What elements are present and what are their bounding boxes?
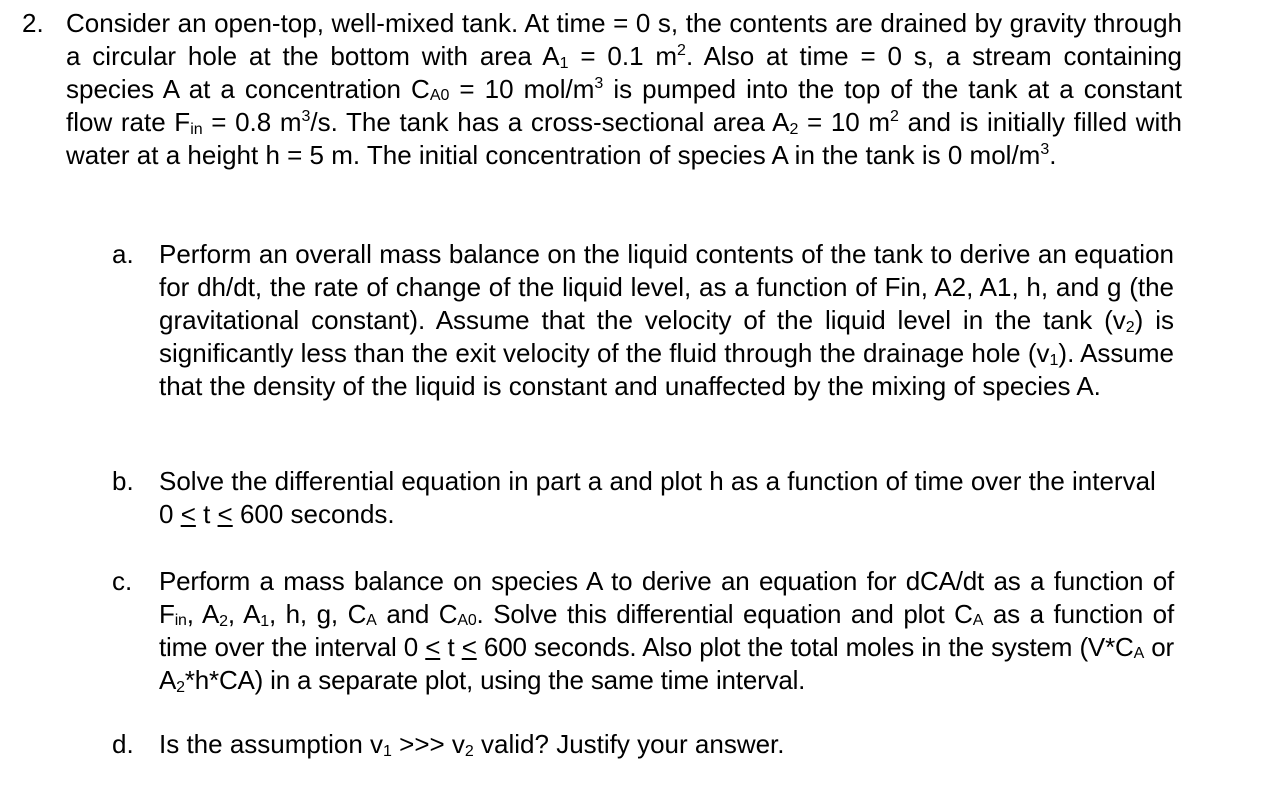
problem-text-8: = 10 m — [798, 107, 891, 137]
part-b-label: b. — [112, 466, 134, 496]
part-d-text — [159, 728, 1174, 761]
subscript-fin: in — [174, 612, 187, 629]
part-d — [112, 728, 1174, 761]
subscript-v1: 1 — [1049, 352, 1059, 369]
subscript-a2-2: 2 — [176, 679, 185, 696]
problem-statement — [66, 7, 1182, 172]
problem-2 — [22, 7, 1182, 172]
subscript-fin: in — [190, 121, 203, 138]
subscript-ca-2: A — [972, 612, 984, 629]
part-c-text-6: . Solve this differential equation and plot C — [476, 599, 973, 629]
part-b-text-3: 600 seconds. — [232, 499, 395, 529]
problem-text-1: Consider an open-top, well-mixed tank. At time = 0 s, the contents are drained by gravity through a circular hole at the bottom with area A — [66, 8, 1182, 71]
part-a-text-2: ) is significantly less than the exit velocity of the fluid through the drainage hole (v — [159, 305, 1174, 368]
subscript-v2: 2 — [464, 743, 474, 760]
part-d-text-2: >>> v — [391, 729, 465, 759]
problem-text-4: = 10 mol/m — [449, 74, 595, 104]
part-c — [112, 565, 1174, 697]
subscript-ca0: A0 — [429, 87, 450, 104]
problem-text-9: and is initially filled with water at a height h = 5 m. The initial concentration of species A in the tank is 0 mol/m — [66, 107, 1182, 170]
subscript-a2: 2 — [789, 121, 799, 138]
problem-text-6: = 0.8 m — [202, 107, 302, 137]
problem-text-2: = 0.1 m — [568, 41, 678, 71]
part-c-label: c. — [112, 566, 133, 596]
problem-text-7: /s. The tank has a cross-sectional area A — [310, 107, 790, 137]
part-b — [112, 465, 1174, 531]
part-a-label: a. — [112, 239, 134, 269]
le-symbol-2: < — [217, 499, 233, 529]
part-c-text-8: t — [440, 632, 462, 662]
part-d-text-3: valid? Justify your answer. — [473, 729, 785, 759]
superscript-m2: 2 — [677, 42, 686, 59]
part-b-text — [159, 465, 1174, 531]
part-a — [112, 238, 1174, 403]
part-c-text-2: , A — [186, 599, 220, 629]
part-a-text — [159, 238, 1174, 403]
le-symbol-1: < — [425, 632, 441, 662]
superscript-m2-area: 2 — [890, 108, 899, 125]
superscript-m3-flow: 3 — [301, 108, 311, 125]
subscript-ca0: A0 — [457, 612, 477, 629]
part-a-text-1: Perform an overall mass balance on the liquid contents of the tank to derive an equation for dh/dt, the rate of change of the liquid level, as a function of Fin, A2, A1, h, and g (the gravitational constant). Assume that the velocity of the liquid level in the tank (v — [159, 239, 1174, 335]
superscript-m3-conc: 3 — [1040, 141, 1050, 158]
subscript-a1: 1 — [260, 613, 269, 630]
part-c-text-7: as a function of time over the interval 0 — [159, 599, 1174, 662]
part-c-text-1: Perform a mass balance on species A to derive an equation for dCA/dt as a function of F — [159, 566, 1174, 629]
part-d-text-1: Is the assumption v — [159, 729, 383, 759]
problem-text-10: . — [1049, 140, 1057, 170]
subscript-v1: 1 — [383, 743, 392, 760]
problem-number: 2. — [22, 8, 44, 38]
subscript-v2: 2 — [1125, 319, 1135, 336]
part-c-text — [159, 565, 1174, 697]
subscript-ca: A — [366, 612, 377, 629]
subscript-a2: 2 — [219, 613, 228, 630]
part-c-text-5: and C — [376, 599, 458, 629]
part-b-text-2: t — [195, 499, 218, 529]
problem-text-3: . Also at time = 0 s, a stream containing species A at a concentration C — [66, 41, 1182, 104]
le-symbol-2: < — [461, 632, 477, 662]
part-c-text-3: , A — [227, 599, 261, 629]
part-c-text-4: , h, g, C — [268, 599, 367, 629]
part-a-text-3: ). Assume that the density of the liquid is constant and unaffected by the mixing of species A. — [159, 338, 1175, 401]
part-d-label: d. — [112, 729, 134, 759]
part-c-text-11: *h*CA) in a separate plot, using the same time interval. — [184, 665, 806, 695]
subscript-a1: 1 — [559, 55, 569, 72]
subscript-ca-3: A — [1133, 645, 1145, 662]
part-b-text-1: Solve the differential equation in part a and plot h as a function of time over the interval 0 — [159, 466, 1156, 529]
le-symbol-1: < — [180, 499, 196, 529]
part-c-text-10: or A — [159, 632, 1174, 695]
problem-text-5: is pumped into the top of the tank at a constant flow rate F — [66, 74, 1182, 137]
part-c-text-9: 600 seconds. Also plot the total moles in the system (V*C — [476, 632, 1134, 662]
superscript-m3: 3 — [594, 75, 604, 92]
